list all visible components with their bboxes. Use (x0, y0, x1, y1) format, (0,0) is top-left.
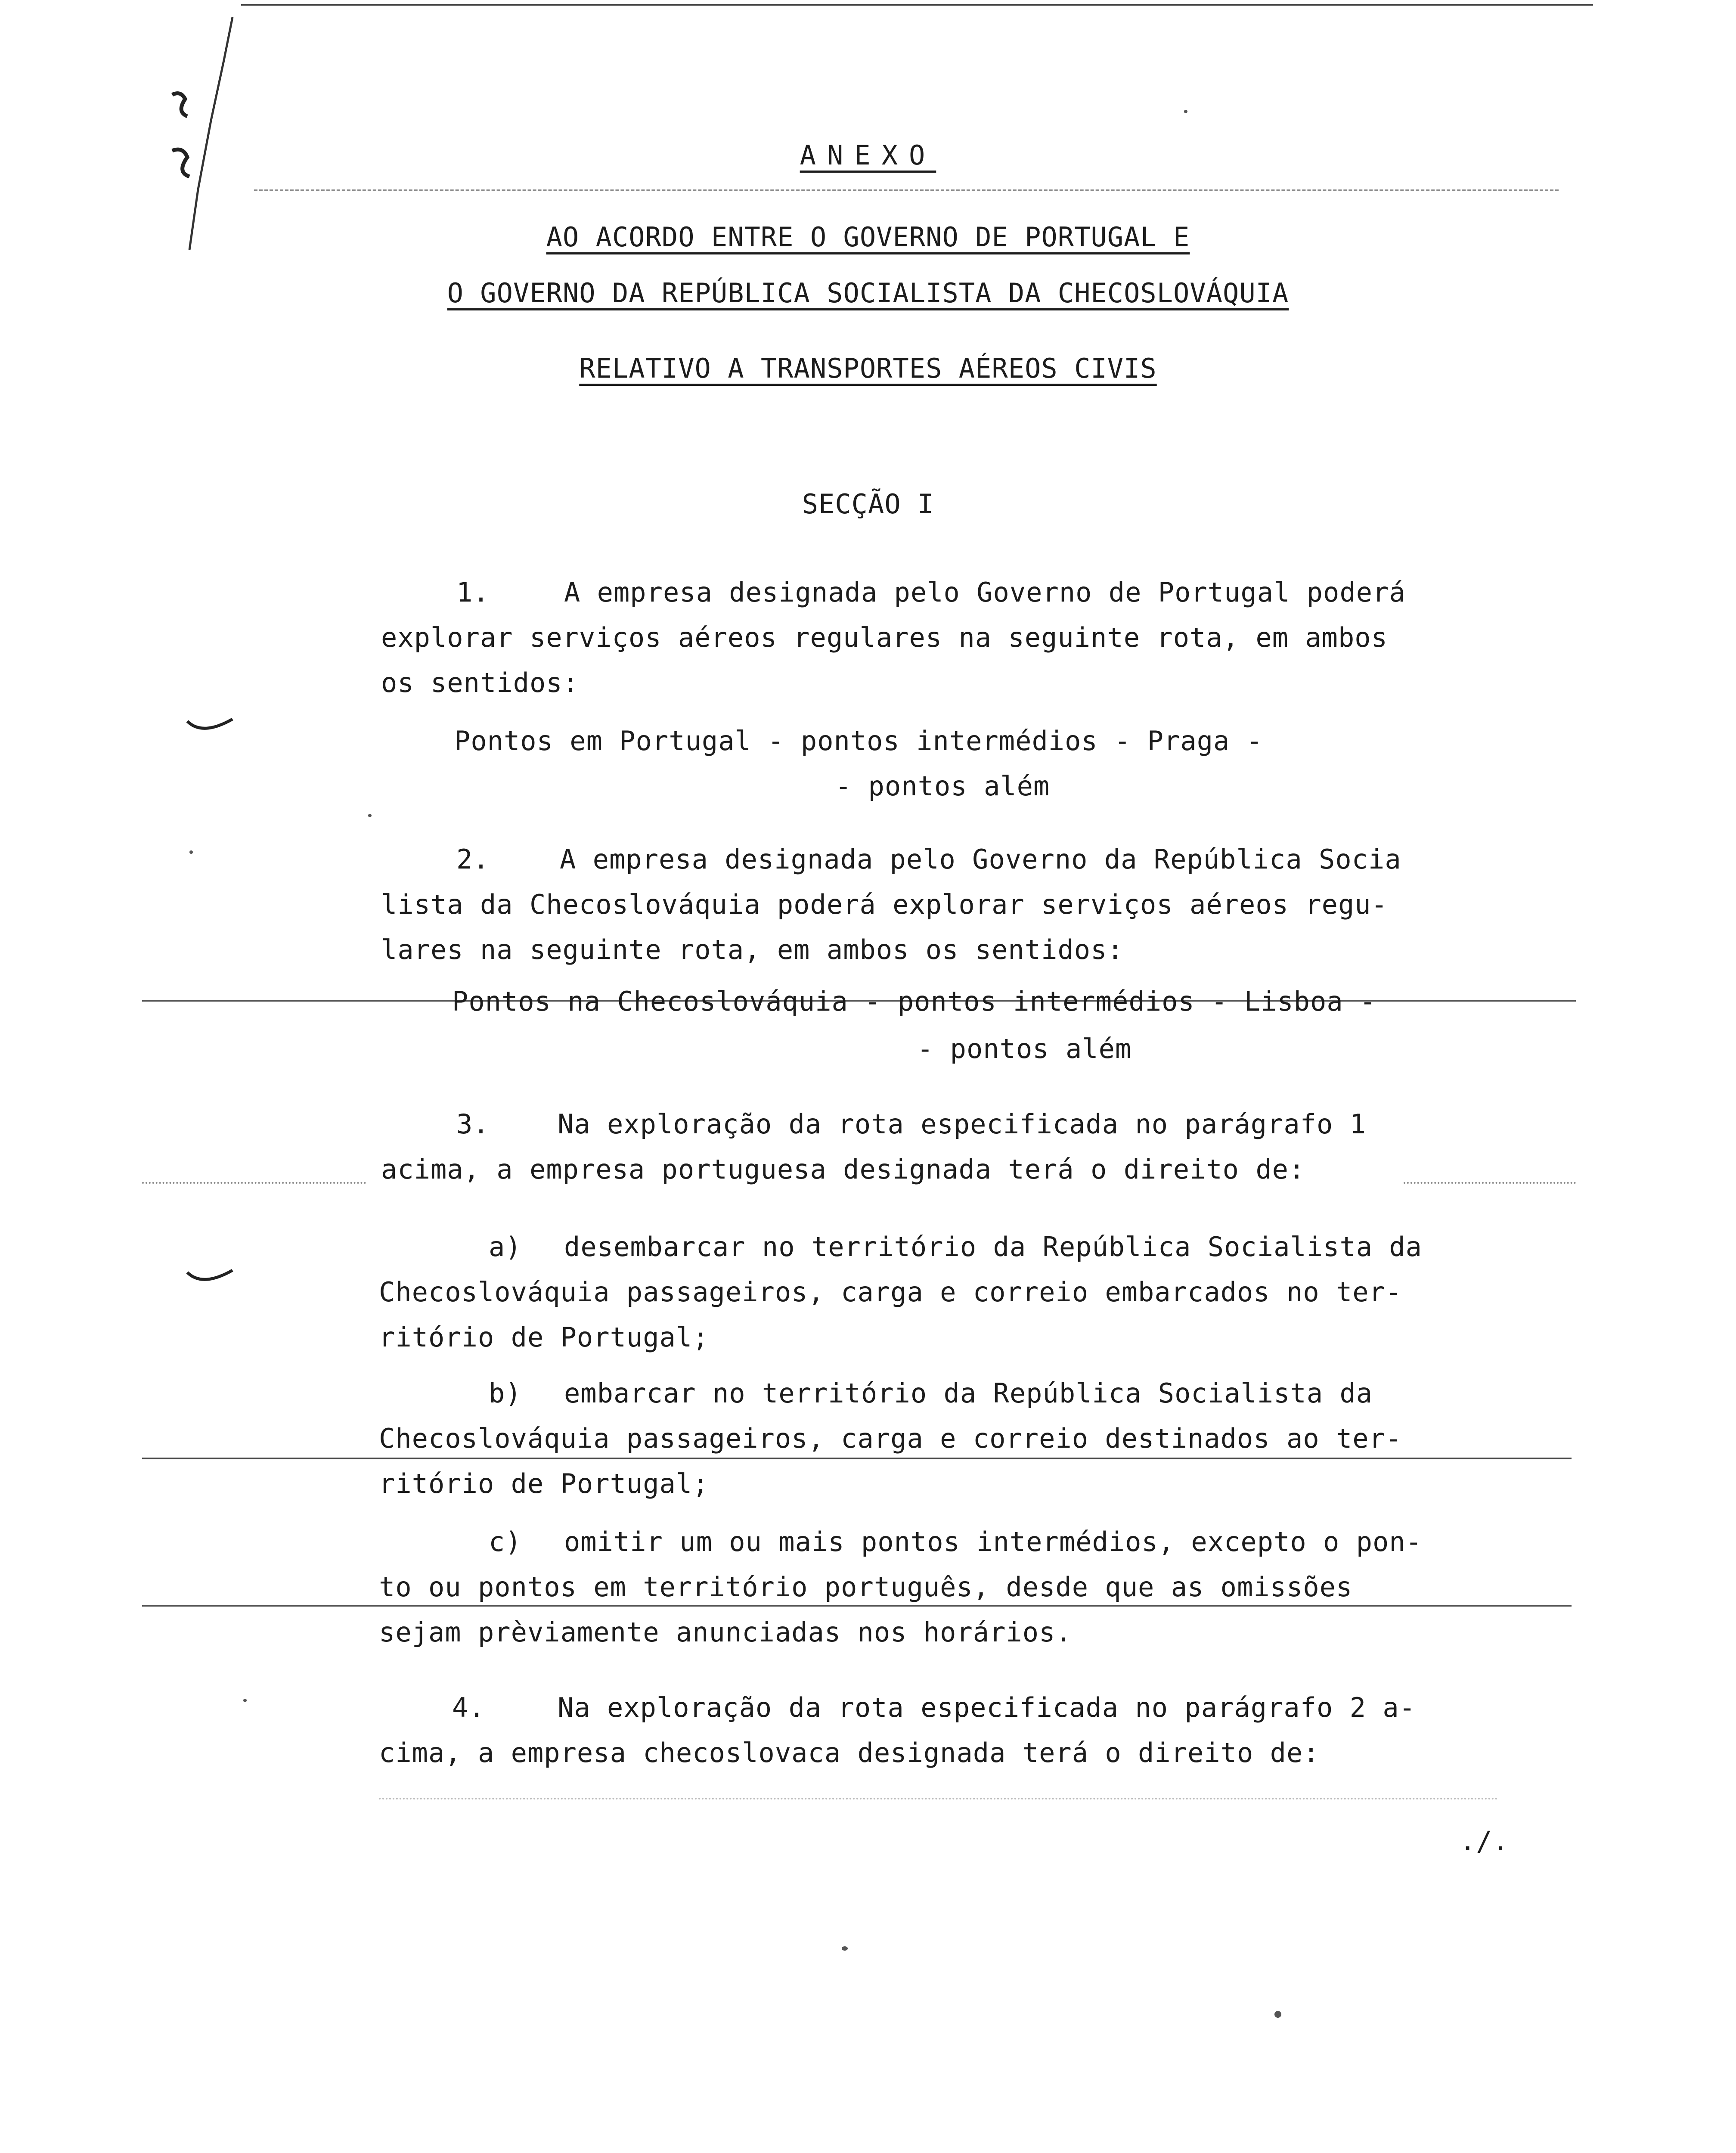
scan-artifact-rule (142, 1605, 1572, 1607)
paragraph-3c-line-1: omitir um ou mais pontos intermédios, excepto o pon- (564, 1526, 1423, 1557)
paragraph-3-line-1: Na exploração da rota especificada no parágrafo 1 (558, 1108, 1367, 1140)
paragraph-1-route-2: - pontos além (835, 770, 1050, 802)
top-edge-rule (241, 4, 1593, 6)
paragraph-3a-line-3: ritório de Portugal; (379, 1322, 709, 1353)
paragraph-1-number: 1. (456, 577, 490, 608)
scan-speck (368, 814, 372, 817)
scan-speck (1184, 110, 1187, 113)
margin-check-icon (185, 1266, 237, 1292)
heading-line-2: O GOVERNO DA REPÚBLICA SOCIALISTA DA CHECOSLOVÁQUIA (447, 277, 1289, 309)
heading-line-1: AO ACORDO ENTRE O GOVERNO DE PORTUGAL E (546, 221, 1190, 253)
paragraph-1-line-1: A empresa designada pelo Governo de Portugal poderá (564, 577, 1406, 608)
paragraph-3c-label: c) (489, 1526, 522, 1557)
continuation-mark: ./. (1460, 1825, 1509, 1857)
paragraph-3c-line-3: sejam prèviamente anunciadas nos horários. (379, 1616, 1072, 1648)
paragraph-3-line-2: acima, a empresa portuguesa designada terá o direito de: (381, 1154, 1305, 1185)
scan-speck (189, 850, 193, 854)
paragraph-4-line-2: cima, a empresa checoslovaca designada terá o direito de: (379, 1737, 1320, 1768)
scan-artifact-rule (142, 1182, 366, 1184)
paragraph-1-route-1: Pontos em Portugal - pontos intermédios - Praga - (454, 725, 1263, 757)
paragraph-3b-line-2: Checoslováquia passageiros, carga e correio destinados ao ter- (379, 1423, 1402, 1454)
paragraph-3-number: 3. (456, 1108, 490, 1140)
scan-speck (243, 1699, 247, 1702)
heading-line-3: RELATIVO A TRANSPORTES AÉREOS CIVIS (579, 353, 1157, 384)
paragraph-2-route-1: Pontos na Checoslováquia - pontos intermédios - Lisboa - (452, 986, 1376, 1017)
paragraph-2-line-1: A empresa designada pelo Governo da República Socia (560, 844, 1401, 875)
annex-title: ANEXO (800, 140, 936, 171)
paragraph-3a-label: a) (489, 1231, 522, 1263)
paragraph-4-number: 4. (452, 1692, 485, 1723)
scan-speck (1274, 2011, 1281, 2018)
paragraph-3b-label: b) (489, 1377, 522, 1409)
paragraph-1-line-3: os sentidos: (381, 667, 579, 698)
paragraph-2-line-2: lista da Checoslováquia poderá explorar serviços aéreos regu- (381, 889, 1388, 920)
faded-line-artifact (379, 1798, 1498, 1799)
paragraph-3a-line-1: desembarcar no território da República Socialista da (564, 1231, 1423, 1263)
scan-artifact-rule (142, 1458, 1572, 1459)
paragraph-2-line-3: lares na seguinte rota, em ambos os sentidos: (381, 934, 1124, 965)
section-title: SECÇÃO I (802, 488, 934, 520)
scan-speck (842, 1946, 848, 1951)
margin-check-icon (185, 715, 237, 741)
paragraph-2-route-2: - pontos além (917, 1033, 1132, 1064)
paragraph-2-number: 2. (456, 844, 490, 875)
paragraph-1-line-2: explorar serviços aéreos regulares na seguinte rota, em ambos (381, 622, 1388, 653)
paragraph-4-line-1: Na exploração da rota especificada no parágrafo 2 a- (558, 1692, 1416, 1723)
scan-artifact-rule (1404, 1182, 1576, 1184)
paragraph-3b-line-3: ritório de Portugal; (379, 1468, 709, 1499)
header-dashed-rule (254, 189, 1559, 191)
paragraph-3a-line-2: Checoslováquia passageiros, carga e correio embarcados no ter- (379, 1276, 1402, 1308)
paragraph-3b-line-1: embarcar no território da República Socialista da (564, 1377, 1373, 1409)
paragraph-3c-line-2: to ou pontos em território português, desde que as omissões (379, 1571, 1353, 1603)
